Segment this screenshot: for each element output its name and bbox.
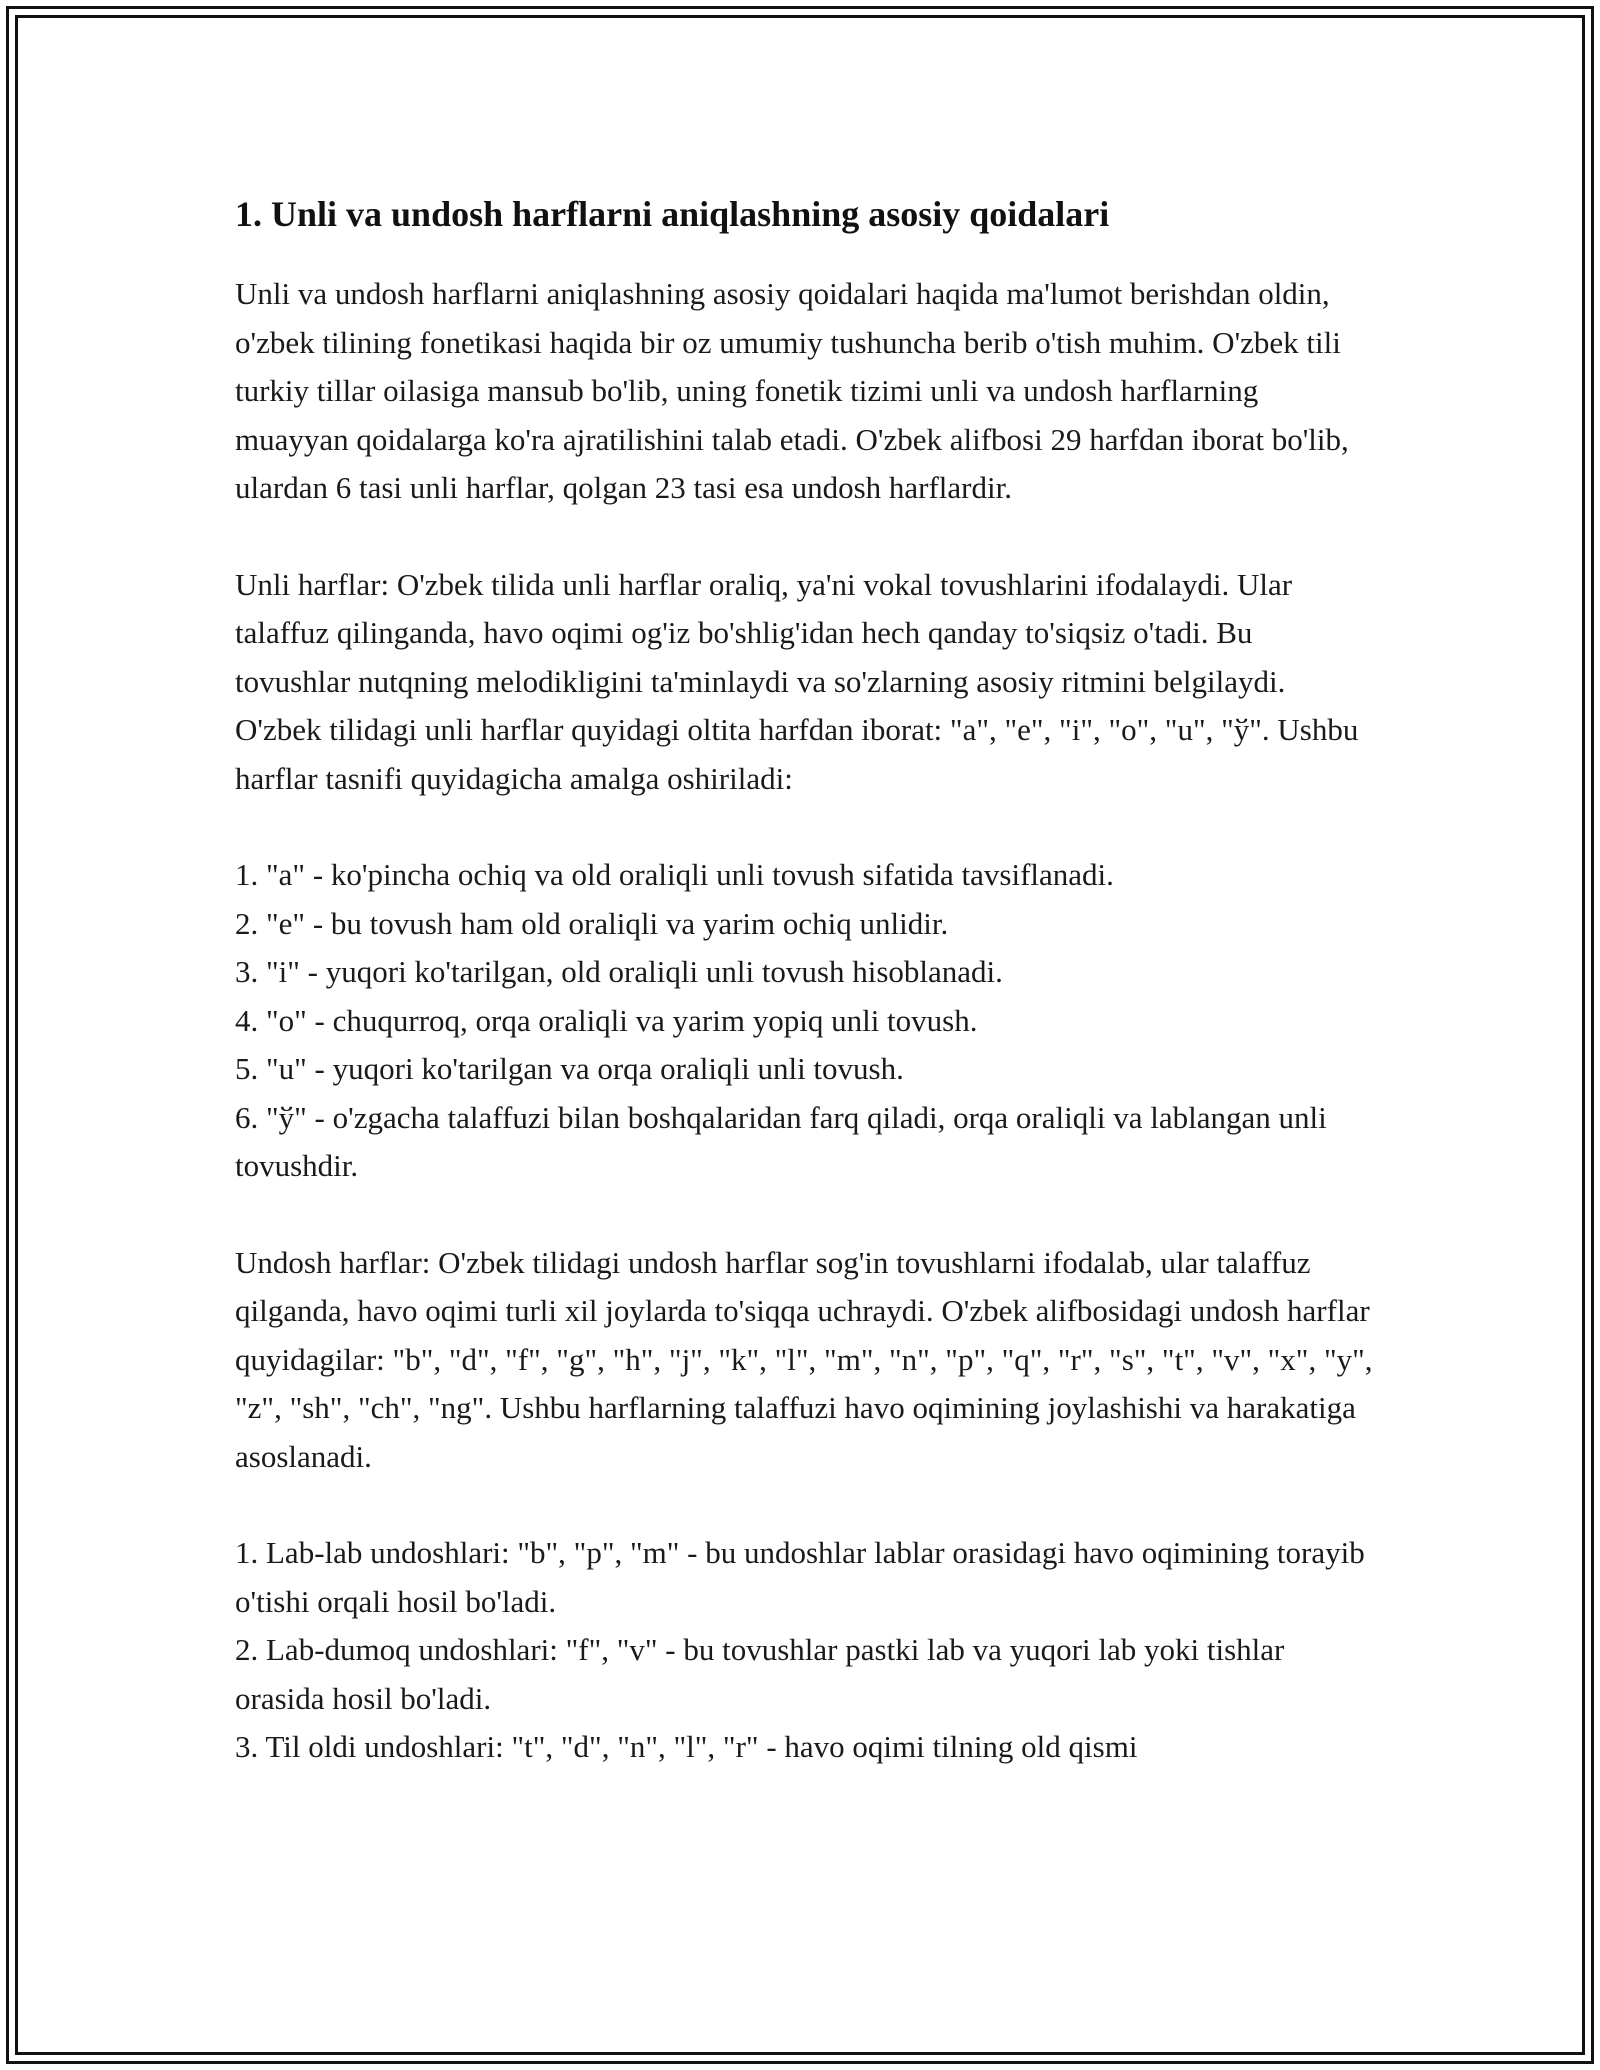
list-item: 1. "a" - ko'pincha ochiq va old oraliqli unli tovush sifatida tavsiflanadi. [235,857,1114,892]
list-item: 4. "o" - chuqurroq, orqa oraliqli va yarim yopiq unli tovush. [235,1002,978,1038]
list-item: 1. Lab-lab undoshlari: "b", "p", "m" - bu undoshlar lablar orasidagi havo oqimining torayib o'tishi orqali hosil bo'ladi. [235,1535,1365,1619]
list-item: 3. Til oldi undoshlari: "t", "d", "n", "l", "r" - havo oqimi tilning old qismi [235,1729,1138,1764]
consonant-list [235,1529,1375,1772]
consonants-paragraph: Undosh harflar: O'zbek tilidagi undosh harflar sog'in tovushlarni ifodalab, ular talaffuz qilganda, havo oqimi turli xil joylarda to'siqqa uchraydi. O'zbek alifbosidagi undosh harflar quyidagilar: "b", "d", "f", "g", "h", "j", "k", "l", "m", "n", "p", "q", "r", "s", "t", "v", "x", "y", "z", "sh", "ch", "ng". Ushbu harflarning talaffuzi havo oqimining joylashishi va harakatiga asoslanadi. [235,1244,1373,1474]
vowel-list [235,851,1375,1191]
list-item: 2. Lab-dumoq undoshlari: "f", "v" - bu tovushlar pastki lab va yuqori lab yoki tishlar orasida hosil bo'ladi. [235,1632,1285,1716]
vowels-paragraph: Unli harflar: O'zbek tilida unli harflar oraliq, ya'ni vokal tovushlarini ifodalaydi. Ular talaffuz qilinganda, havo oqimi og'iz bo'shlig'idan hech qanday to'siqsiz o'tadi. Bu tovushlar nutqning melodikligini ta'minlaydi va so'zlarning asosiy ritmini belgilaydi. O'zbek tilidagi unli harflar quyidagi oltita harfdan iborat: "a", "e", "i", "o", "u", "ў". Ushbu harflar tasnifi quyidagicha amalga oshiriladi: [235,566,1359,796]
intro-paragraph: Unli va undosh harflarni aniqlashning asosiy qoidalari haqida ma'lumot berishdan oldin, o'zbek tilining fonetikasi haqida bir oz umumiy tushuncha berib o'tish muhim. O'zbek tili turkiy tillar oilasiga mansub bo'lib, uning fonetik tizimi unli va undosh harflarning muayyan qoidalarga ko'ra ajratilishini talab etadi. O'zbek alifbosi 29 harfdan iborat bo'lib, ulardan 6 tasi unli harflar, qolgan 23 tasi esa undosh harflardir. [235,276,1349,505]
section-heading: 1. Unli va undosh harflarni aniqlashning asosiy qoidalari [235,194,1110,234]
list-item: 6. "ў" - o'zgacha talaffuzi bilan boshqalaridan farq qiladi, orqa oraliqli va lablangan unli tovushdir. [235,1099,1327,1183]
list-item: 3. "i" - yuqori ko'tarilgan, old oraliqli unli tovush hisoblanadi. [235,954,1003,989]
list-item: 5. "u" - yuqori ko'tarilgan va orqa oraliqli unli tovush. [235,1051,904,1086]
document-body [235,188,1375,1820]
list-item: 2. "e" - bu tovush ham old oraliqli va yarim ochiq unlidir. [235,905,949,941]
